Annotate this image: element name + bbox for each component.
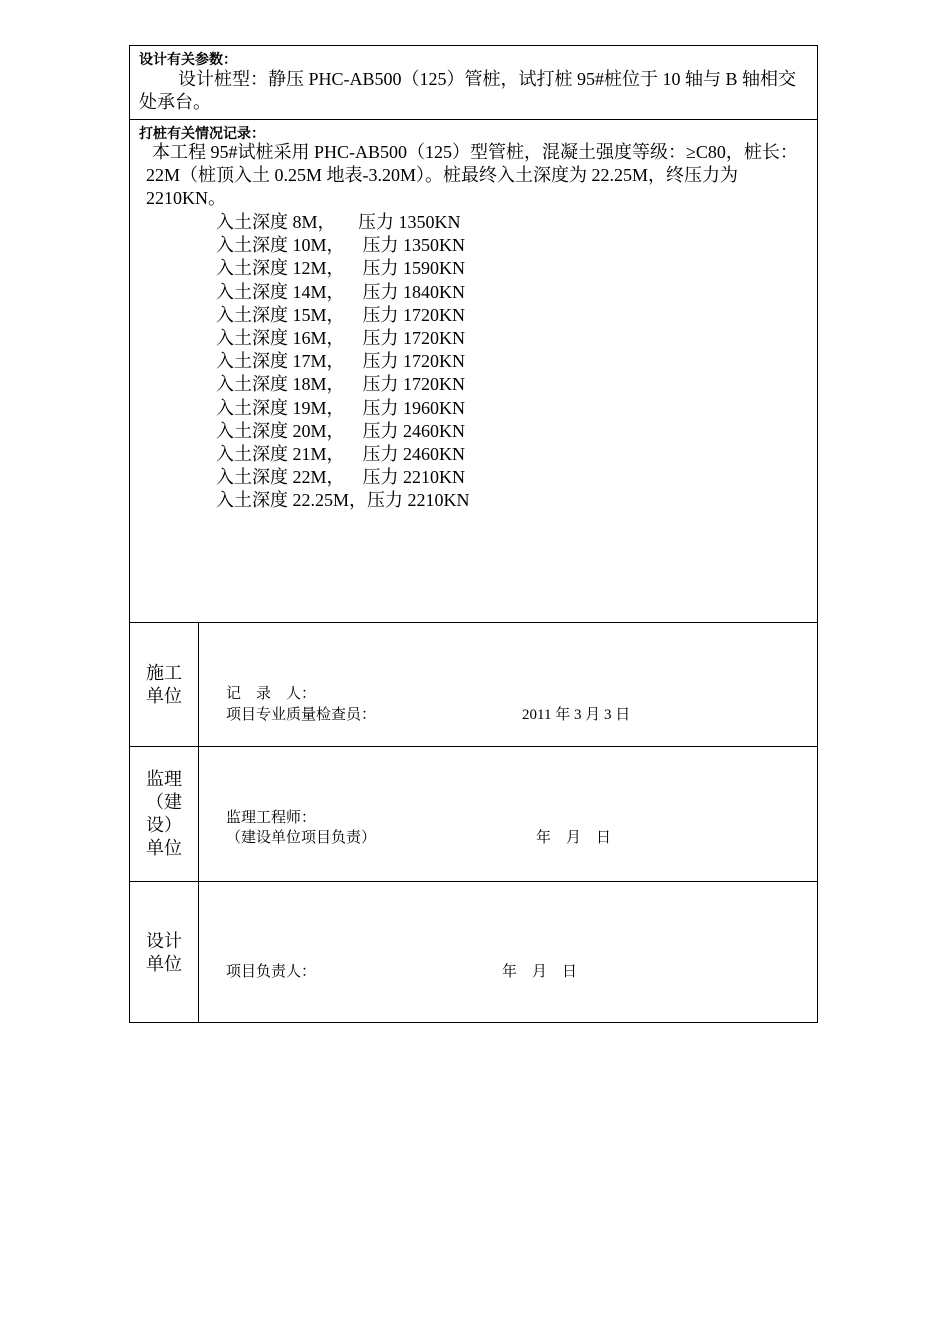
depth-pressure-row: 入土深度 18M， 压力 1720KN [216, 374, 466, 395]
piling-record-section [130, 120, 817, 623]
pile-test-record-form [129, 45, 818, 1023]
supervision-unit-label: 监理（建设）单位 [130, 747, 199, 881]
construction-unit-label: 施工单位 [130, 623, 199, 746]
piling-record-text: 本工程 95#试桩采用 PHC-AB500（125）型管桩，混凝土强度等级：≥C80，桩长：22M（桩顶入土 0.25M 地表-3.20M）。桩最终入土深度为 22.25M，终压力为 2210KN。 [146, 142, 798, 208]
depth-pressure-row: 入土深度 21M， 压力 2460KN [216, 444, 466, 465]
design-unit-date: 年 月 日 [502, 964, 578, 980]
project-manager-label: 项目负责人： [226, 964, 317, 980]
design-parameters-heading: 设计有关参数： [139, 52, 237, 68]
supervising-engineer-label: 监理工程师： [226, 810, 317, 826]
design-unit-label: 设计单位 [130, 882, 199, 1023]
depth-pressure-row: 入土深度 15M， 压力 1720KN [216, 304, 466, 325]
depth-pressure-row: 入土深度 16M， 压力 1720KN [216, 328, 466, 349]
design-unit-row [130, 882, 817, 1023]
depth-pressure-row: 入土深度 22.25M，压力 2210KN [216, 490, 470, 511]
design-parameters-section [130, 46, 817, 120]
depth-pressure-row: 入土深度 20M， 压力 2460KN [216, 420, 466, 441]
supervision-date: 年 月 日 [536, 830, 612, 846]
depth-pressure-row: 入土深度 10M， 压力 1350KN [216, 235, 466, 256]
supervision-unit-row [130, 747, 817, 882]
depth-pressure-list [216, 211, 470, 513]
recorder-label: 记 录 人： [226, 686, 317, 702]
depth-pressure-row: 入土深度 19M， 压力 1960KN [216, 397, 466, 418]
owner-manager-note: （建设单位项目负责） [226, 830, 377, 846]
depth-pressure-row: 入土深度 14M， 压力 1840KN [216, 281, 466, 302]
design-parameters-text: 设计桩型：静压 PHC-AB500（125）管桩，试打桩 95#桩位于 10 轴与 B 轴相交处承台。 [139, 69, 797, 112]
depth-pressure-row: 入土深度 8M， 压力 1350KN [216, 212, 461, 232]
piling-record-heading: 打桩有关情况记录： [139, 126, 265, 142]
depth-pressure-row: 入土深度 17M， 压力 1720KN [216, 351, 466, 372]
depth-pressure-row: 入土深度 12M， 压力 1590KN [216, 258, 466, 279]
depth-pressure-row: 入土深度 22M， 压力 2210KN [216, 467, 466, 488]
construction-unit-row [130, 623, 817, 747]
quality-inspector-label: 项目专业质量检查员： [226, 707, 377, 723]
construction-date: 2011 年 3 月 3 日 [522, 707, 631, 723]
